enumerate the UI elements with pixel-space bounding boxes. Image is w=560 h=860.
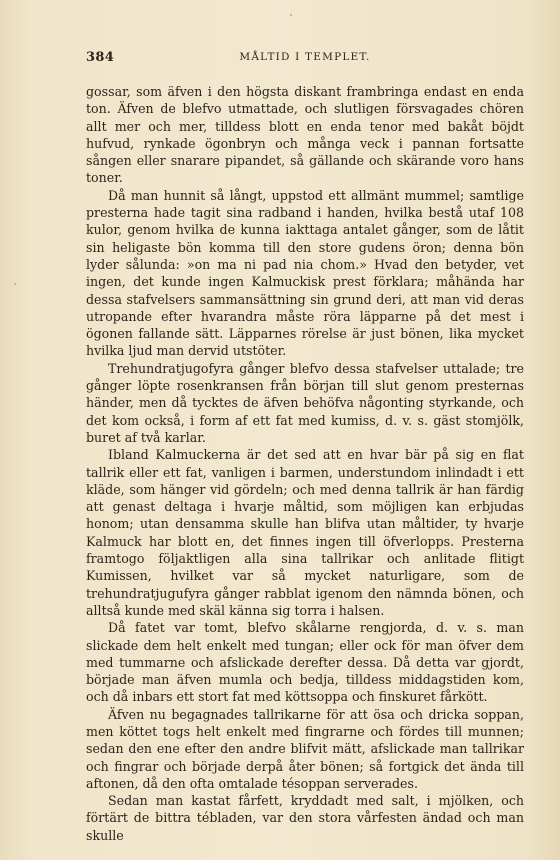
page-number: 384 (86, 50, 115, 65)
paragraph: Ibland Kalmuckerna är det sed att en hvar bär på sig en flat tallrik eller ett fat, vanligen i barmen, understundom inlindadt i ett kläde, som hänger vid gördeln; och med denna tallrik är han färdig att genast deltaga i hvarje måltid, som möjligen kan erbjudas honom; utan densamma skulle han blifva utan måltider, ty hvarje Kalmuck har blott en, det finnes ingen till öfverlopps. Presterna framtogo följaktligen alla sina tallrikar och anlitade flitigt Kumissen, hvilket var så mycket naturligare, som de trehundratjugufyra gånger rabblat igenom den nämnda bönen, och alltså kunde med skäl känna sig torra i halsen. (86, 447, 524, 618)
paper-speck (14, 283, 16, 285)
paragraph: gossar, som äfven i den högsta diskant frambringa endast en enda ton. Äfven de blefvo utmattade, och slutligen försvagades chören allt mer och mer, tilldess blott en enda tenor med bakåt böjdt hufvud, rynkade ögonbryn och många veck i pannan fortsatte sången eller snarare pipandet, så gällande och skärande voro hans toner. (86, 84, 524, 186)
paper-speck (290, 14, 292, 16)
paragraph: Då fatet var tomt, blefvo skålarne rengjorda, d. v. s. man slickade dem helt enkelt med tungan; eller ock för man öfver dem med tummarne och afslickade derefter dessa. Då detta var gjordt, började man äfven mumla och bedja, tilldess middagstiden kom, och då inbars ett stort fat med köttsoppa och finskuret fårkött. (86, 620, 524, 705)
running-title: MÅLTID I TEMPLET. (239, 51, 371, 63)
body-text (86, 83, 524, 844)
paragraph: Äfven nu begagnades tallrikarne för att ösa och dricka soppan, men köttet togs helt enkelt med fingrarne och fördes till munnen; sedan den ene efter den andre blifvit mätt, afslickade man tallrikar och fingrar och började derpå åter bönen; så fortgick det ända till aftonen, då den ofta omtalade tésoppan serverades. (86, 706, 524, 791)
paragraph: Sedan man kastat fårfett, kryddadt med salt, i mjölken, och förtärt de bittra tébladen, var den stora vårfesten ändad och man skulle (86, 793, 524, 843)
paragraph: Då man hunnit så långt, uppstod ett allmänt mummel; samtlige presterna hade tagit sina radband i handen, hvilka bestå utaf 108 kulor, genom hvilka de kunna iakttaga antalet gånger, som de låtit sin heligaste bön komma till den store gudens öron; denna bön lyder sålunda: »on ma ni pad nia chom.» Hvad den betyder, vet ingen, det kunde ingen Kalmuckisk prest förklara; måhända har dessa stafvelsers sammansättning sin grund deri, att man vid deras utropande efter hvarandra måste röra läpparne på det mest i ögonen fallande sätt. Läpparnes rörelse är just bönen, lika mycket hvilka ljud man dervid utstöter. (86, 187, 524, 359)
page-header (86, 50, 524, 68)
paragraph: Trehundratjugofyra gånger blefvo dessa stafvelser uttalade; tre gånger löpte rosenkransen från början till slut genom presternas händer, men då tycktes de äfven behöfva någonting styrkande, och det kom också, i form af ett fat med kumiss, d. v. s. gäst stomjölk, buret af två karlar. (86, 360, 524, 445)
